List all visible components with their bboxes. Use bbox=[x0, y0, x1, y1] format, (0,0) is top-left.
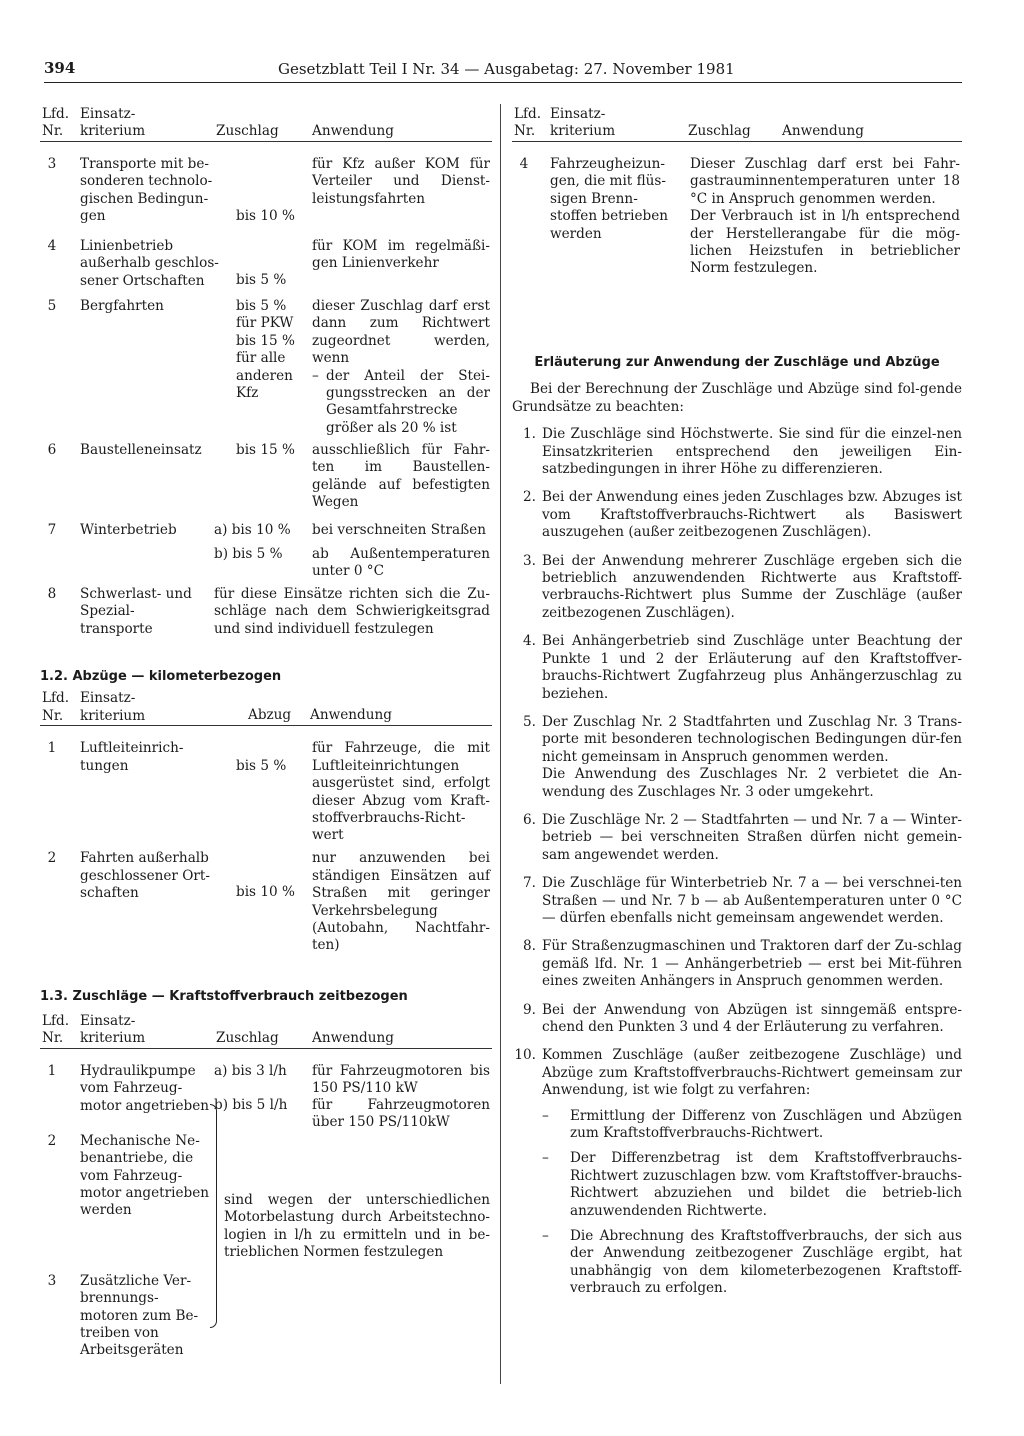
list-text: Die Zuschläge sind Höchstwerte. Sie sind für die einzel-nen Einsatzkriterien entsprechend den jeweiligen Ein-satzbedingungen in ihrer Höhe zu differenzieren. bbox=[542, 426, 962, 478]
row-kriterium: Linienbetrieb außerhalb geschlos- sener Ortschaften bbox=[80, 238, 219, 289]
table-row bbox=[40, 442, 492, 522]
list-number: 3. bbox=[523, 552, 536, 569]
table-header bbox=[40, 1012, 492, 1049]
table-row bbox=[40, 850, 492, 986]
list-number: 10. bbox=[514, 1047, 536, 1064]
row-anwendung-2: Der Verbrauch ist in l/h entsprechend der Herstellerangabe für die mög-lichen Heizstufen in betrieblicher Norm festzulegen. bbox=[690, 208, 960, 277]
row-zuschlag: bis 15 % bbox=[236, 442, 295, 458]
header-anwendung: Anwendung bbox=[312, 123, 394, 139]
row-kriterium: Fahrten außerhalb geschlossener Ort- schaften bbox=[80, 850, 210, 902]
header-zuschlag: Zuschlag bbox=[216, 1029, 279, 1046]
abzuege-table bbox=[40, 689, 492, 986]
row-anwendung-a: bei verschneiten Straßen bbox=[312, 522, 486, 538]
list-text: Kommen Zuschläge (außer zeitbezogene Zuschläge) und Abzüge zum Kraftstoffverbrauchs-Richtwert gemeinsam zur Anwendung, ist wie folgt zu verfahren: bbox=[542, 1047, 962, 1099]
row-kriterium: Luftleiteinrich- tungen bbox=[80, 740, 184, 774]
list-number: 6. bbox=[523, 811, 536, 828]
row-nr: 4 bbox=[47, 238, 57, 254]
list-text: Für Straßenzugmaschinen und Traktoren darf der Zu-schlag gemäß lfd. Nr. 1 — Anhängerbetrieb — erst bei Mit-führen eines zweiten Anhängers in Anspruch genommen werden. bbox=[542, 938, 962, 990]
row-anwendung: für KOM im regelmäßi-gen Linienverkehr bbox=[312, 238, 490, 272]
list-text: Der Zuschlag Nr. 2 Stadtfahrten und Zuschlag Nr. 3 Trans-porte mit besonderen technologischen Bedingungen dür-fen nicht gemeinsam in Anspruch genommen werden. bbox=[542, 713, 962, 765]
table-row bbox=[40, 522, 492, 586]
header-zuschlag: Zuschlag bbox=[216, 123, 279, 139]
section-heading-1-2: 1.2. Abzüge — kilometerbezogen bbox=[40, 669, 282, 684]
table-row bbox=[512, 156, 962, 296]
list-text: Die Zuschläge Nr. 2 — Stadtfahrten — und Nr. 7 a — Winter-betrieb — bei verschneiten Straßen dürfen nicht gemein-sam angewendet werden. bbox=[542, 811, 962, 863]
row-nr: 7 bbox=[47, 522, 57, 538]
row-abzug: bis 5 % bbox=[236, 758, 287, 775]
list-text: Bei der Anwendung eines jeden Zuschlages bzw. Abzuges ist vom Kraftstoffverbrauchs-Richtwert als Basiswert auszugehen (außer zeitbezogenen Zuschlägen). bbox=[542, 489, 962, 541]
list-item bbox=[512, 875, 962, 927]
row-zuschlag-b: b) bis 5 % bbox=[214, 546, 283, 562]
row-kriterium: Transporte mit be- sonderen technolo- gischen Bedingun- gen bbox=[80, 156, 213, 225]
list-item bbox=[512, 714, 962, 801]
row-nr: 8 bbox=[47, 586, 57, 602]
header-abzug: Abzug bbox=[248, 707, 292, 724]
row-anwendung: für Fahrzeuge, die mit Luftleiteinrichtungen ausgerüstet sind, erfolgt dieser Abzug vom Kraft-stoffverbrauchs-Richt-wert bbox=[312, 740, 490, 844]
row-anwendung-1: Dieser Zuschlag darf erst bei Fahr-gastrauminnentemperaturen unter 18 °C in Anspruch genommen werden. bbox=[690, 156, 960, 207]
list-text: Die Zuschläge für Winterbetrieb Nr. 7 a — bei verschnei-ten Straßen — und Nr. 7 b — ab Außentemperaturen unter 0 °C — dürfen ebenfalls nicht gemeinsam angewendet werden. bbox=[542, 875, 962, 926]
page-number: 394 bbox=[44, 59, 76, 77]
table-row bbox=[40, 586, 492, 664]
row-anwendung-b: ab Außentemperaturen unter 0 °C bbox=[312, 546, 490, 580]
list-item bbox=[512, 553, 962, 623]
row-anwendung: für diese Einsätze richten sich die Zu-schläge nach dem Schwierigkeitsgrad und sind individuell festzulegen bbox=[214, 586, 490, 637]
row-anwendung-text: dieser Zuschlag darf erst dann zum Richtwert zugeordnet werden, wenn bbox=[312, 298, 490, 367]
row-kriterium: Winterbetrieb bbox=[80, 522, 177, 538]
row-kriterium: Zusätzliche Ver- brennungs- motoren zum Be- treiben von Arbeitsgeräten bbox=[80, 1272, 199, 1359]
row-anwendung: ausschließlich für Fahr-ten im Baustellen-gelände auf befestigten Wegen bbox=[312, 442, 490, 511]
row-nr: 2 bbox=[47, 1132, 57, 1149]
sub-list-item: – Ermittlung der Differenz von Zuschlägen und Abzügen zum Kraftstoffverbrauchs-Richtwert. bbox=[512, 1108, 962, 1143]
row-kriterium: Hydraulikpumpe vom Fahrzeug- motor angetrieben bbox=[80, 1062, 210, 1114]
table-header bbox=[512, 105, 962, 142]
table-row bbox=[40, 238, 492, 298]
zeitbezogen-table bbox=[40, 1012, 492, 1369]
row-nr: 1 bbox=[47, 740, 57, 757]
list-text-continued: Die Anwendung des Zuschlages Nr. 2 verbietet die An-wendung des Zuschlages Nr. 3 oder umgekehrt. bbox=[542, 766, 962, 800]
list-item bbox=[512, 633, 962, 703]
row-anwendung-dash: – der Anteil der Stei-gungsstrecken an der Gesamtfahrstrecke größer als 20 % ist bbox=[312, 368, 490, 438]
list-number: 7. bbox=[523, 875, 536, 892]
table-header bbox=[40, 105, 492, 142]
header-kriterium: Einsatz- kriterium bbox=[80, 690, 146, 724]
row-anwendung: nur anzuwenden bei ständigen Einsätzen auf Straßen mit geringer Verkehrsbelegung (Autobahn, Nachtfahr-ten) bbox=[312, 850, 490, 954]
row-group-brace bbox=[210, 1104, 217, 1328]
row-kriterium: Mechanische Ne- benantriebe, die vom Fahrzeug- motor angetrieben werden bbox=[80, 1132, 210, 1219]
row-abzug: bis 10 % bbox=[236, 884, 295, 901]
table-row bbox=[40, 298, 492, 442]
row-nr: 2 bbox=[47, 850, 57, 867]
table-row bbox=[40, 156, 492, 238]
page-header bbox=[44, 60, 962, 83]
list-text: Bei Anhängerbetrieb sind Zuschläge unter Beachtung der Punkte 1 und 2 der Erläuterung auf den Kraftstoffver-brauchs-Richtwert Zugfahrzeug plus Anhängerzuschlag zu beziehen. bbox=[542, 633, 962, 702]
row-nr: 4 bbox=[519, 156, 529, 172]
right-column bbox=[512, 105, 962, 1298]
row-nr: 6 bbox=[47, 442, 57, 458]
left-column bbox=[40, 105, 492, 1369]
list-item bbox=[512, 1047, 962, 1099]
erlaeuterung-title: Erläuterung zur Anwendung der Zuschläge und Abzüge bbox=[534, 355, 940, 370]
header-kriterium: Einsatz- kriterium bbox=[550, 106, 616, 140]
erlaeuterung-intro: Bei der Berechnung der Zuschläge und Abzüge sind fol-gende Grundsätze zu beachten: bbox=[512, 381, 962, 415]
row-nr: 5 bbox=[47, 298, 57, 314]
header-nr: Lfd. Nr. bbox=[42, 1012, 70, 1047]
list-item bbox=[512, 1002, 962, 1037]
row-kriterium: Fahrzeugheizun- gen, die mit flüs- sigen Brenn- stoffen betrieben werden bbox=[550, 156, 669, 242]
list-number: 9. bbox=[523, 1001, 536, 1018]
list-item bbox=[512, 938, 962, 990]
column-divider bbox=[500, 104, 501, 1384]
row-anwendung-b: für Fahrzeugmotoren über 150 PS/110kW bbox=[312, 1096, 490, 1131]
zuschlaege-table-b bbox=[512, 105, 962, 296]
list-number: 5. bbox=[523, 713, 536, 730]
zuschlaege-table-a bbox=[40, 105, 492, 664]
row-zuschlag: bis 10 % bbox=[236, 208, 295, 224]
list-number: 4. bbox=[523, 633, 536, 650]
header-nr: Lfd. Nr. bbox=[514, 106, 542, 140]
table-row bbox=[40, 740, 492, 850]
row-kriterium: Baustelleneinsatz bbox=[80, 442, 202, 458]
table-header bbox=[40, 689, 492, 726]
row-zuschlag-b: b) bis 5 l/h bbox=[214, 1096, 288, 1113]
row-kriterium: Schwerlast- und Spezial- transporte bbox=[80, 586, 192, 637]
row-anwendung bbox=[312, 298, 490, 437]
list-item bbox=[512, 812, 962, 864]
row-zuschlag-a: a) bis 10 % bbox=[214, 522, 291, 538]
row-zuschlag-a: a) bis 3 l/h bbox=[214, 1062, 287, 1079]
header-anwendung: Anwendung bbox=[310, 707, 392, 724]
row-nr: 1 bbox=[47, 1062, 57, 1079]
header-zuschlag: Zuschlag bbox=[688, 123, 751, 139]
merged-anwendung: sind wegen der unterschiedlichen Motorbelastung durch Arbeitstechno-logien in l/h zu ermitteln und in be-trieblichen Normen festzulegen bbox=[224, 1191, 490, 1261]
row-nr: 3 bbox=[47, 156, 57, 172]
header-anwendung: Anwendung bbox=[782, 123, 864, 139]
header-anwendung: Anwendung bbox=[312, 1029, 394, 1046]
header-kriterium: Einsatz- kriterium bbox=[80, 1012, 146, 1047]
list-number: 8. bbox=[523, 938, 536, 955]
sub-list-item: – Der Differenzbetrag ist dem Kraftstoffverbrauchs-Richtwert zuzuschlagen bzw. vom Kraftstoffver-brauchs-Richtwert abzuziehen und bildet die betrieb-lich anzuwendenden Richtwerte. bbox=[512, 1150, 962, 1220]
list-number: 2. bbox=[523, 489, 536, 506]
list-number: 1. bbox=[523, 426, 536, 443]
sub-list-item: – Die Abrechnung des Kraftstoffverbrauchs, der sich aus der Anwendung zeitbezogener Zuschläge ergibt, hat unabhängig von dem kilometerbezogenen Kraftstoff-verbrauch zu erfolgen. bbox=[512, 1228, 962, 1298]
row-nr: 3 bbox=[47, 1272, 57, 1289]
running-title: Gesetzblatt Teil I Nr. 34 — Ausgabetag: 27. November 1981 bbox=[278, 60, 735, 78]
row-zuschlag: bis 5 % bbox=[236, 272, 287, 288]
table-row bbox=[40, 1063, 492, 1133]
list-item bbox=[512, 426, 962, 478]
header-kriterium: Einsatz- kriterium bbox=[80, 106, 146, 140]
row-kriterium: Bergfahrten bbox=[80, 298, 164, 314]
erlaeuterung-list bbox=[512, 426, 962, 1297]
table-row bbox=[40, 1273, 492, 1369]
list-text: Bei der Anwendung von Abzügen ist sinngemäß entspre-chend den Punkten 3 und 4 der Erläuterung zu verfahren. bbox=[542, 1001, 962, 1035]
list-item bbox=[512, 489, 962, 541]
list-text: Bei der Anwendung mehrerer Zuschläge ergeben sich die betrieblich anzuwendenden Richtwerte aus Kraftstoff-verbrauchs-Richtwert plus Summe der Zuschläge (außer zeitbezogenen Zuschlägen). bbox=[542, 552, 962, 621]
header-nr: Lfd. Nr. bbox=[42, 690, 70, 724]
row-anwendung: für Kfz außer KOM für Verteiler und Dienst-leistungsfahrten bbox=[312, 156, 490, 207]
row-anwendung bbox=[690, 156, 960, 278]
section-heading-1-3: 1.3. Zuschläge — Kraftstoffverbrauch zeitbezogen bbox=[40, 989, 408, 1005]
header-nr: Lfd. Nr. bbox=[42, 106, 70, 140]
row-zuschlag: bis 5 % für PKW bis 15 % für alle anderen Kfz bbox=[236, 298, 295, 402]
row-anwendung-a: für Fahrzeugmotoren bis 150 PS/110 kW bbox=[312, 1062, 490, 1097]
